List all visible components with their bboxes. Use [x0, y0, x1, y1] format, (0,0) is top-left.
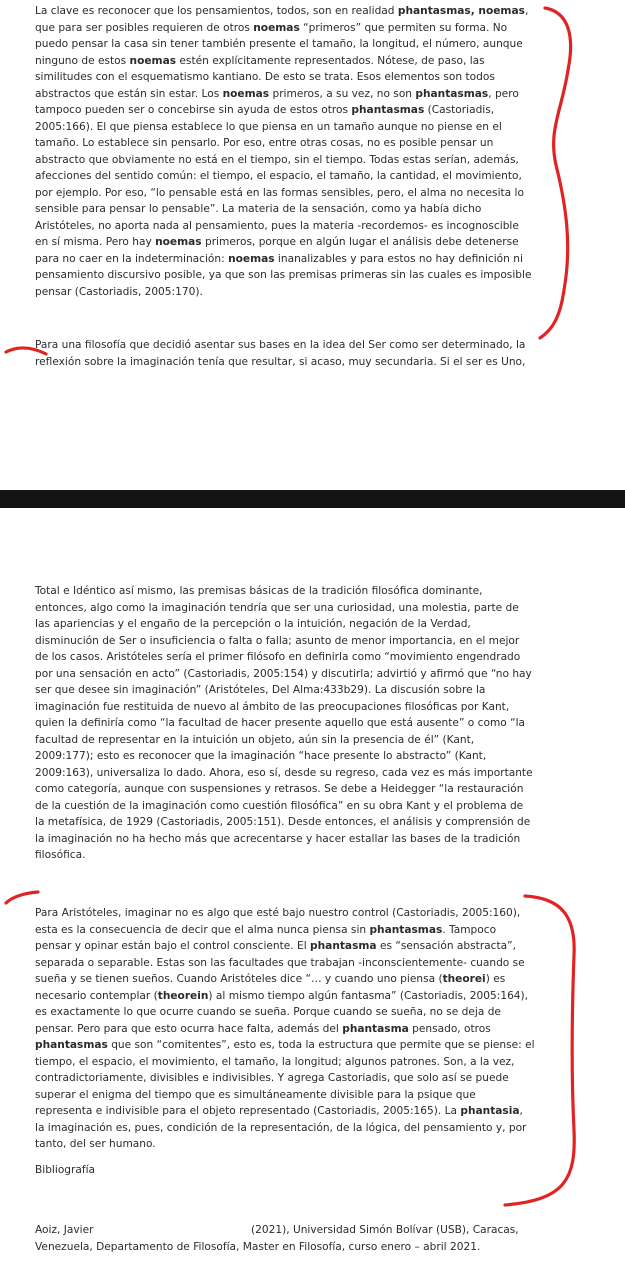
document-page-bottom	[0, 508, 625, 1261]
paragraph-imaginacion-tradicion: Total e Idéntico así mismo, las premisas básicas de la tradición filosófica dominante, entonces, algo como la imaginación tendría que ser una curiosidad, una molestia, parte de las apariencias y el engaño de la percepción o la intuición, negación de la Verdad, disminución de Ser o insuficiencia o falta o falla; asunto de menor importancia, en el mejor de los casos. Aristóteles sería el primer filósofo en definirla como “movimiento engendrado por una sensación en acto” (Castoriadis, 2005:154) y discutirla; advirtió y afirmó que “no hay ser que desee sin imaginación” (Aristóteles, Del Alma:433b29). La discusión sobre la imaginación fue restituida de nuevo al ámbito de las preocupaciones filosóficas por Kant, quien la definiría como “la facultad de hacer presente aquello que está ausente” o como “la facultad de representar en la intuición un objeto, aún sin la presencia de él” (Kant, 2009:177); esto es reconocer que la imaginación “hace presente lo abstracto” (Kant, 2009:163), universaliza lo dado. Ahora, eso sí, desde su regreso, cada vez es más importante como categoría, aunque con suspensiones y retrasos. Se debe a Heidegger “la restauración de la cuestión de la imaginación como cuestión filosófica” en su obra Kant y el problema de la metafísica, de 1929 (Castoriadis, 2005:151). Desde entonces, el análisis y comprensión de la imaginación no ha hecho más que acrecentarse y hacer estallar las bases de la tradición filosófica.	[35, 585, 533, 861]
emphasis-term: theorei	[442, 973, 486, 985]
paragraph-filosofia-ser: Para una filosofía que decidió asentar sus bases en la idea del Ser como ser determinado, la reflexión sobre la imaginación tenía que resultar, si acaso, muy secundaria. Si el ser es Uno,	[35, 339, 526, 368]
emphasis-term: noemas	[155, 236, 202, 248]
emphasis-term: phantasma	[310, 940, 377, 952]
emphasis-term: noemas	[228, 252, 275, 265]
reference-author: Aoiz, Javier	[35, 1224, 94, 1236]
emphasis-term: phantasmas, noemas	[397, 5, 525, 17]
reference-place: Venezuela, Departamento de Filosofía, Master en Filosofía, curso enero – abril 2021.	[35, 1241, 481, 1253]
document-page-top	[0, 0, 625, 490]
reference-details: (2021), Universidad Simón Bolívar (USB), Caracas,	[251, 1224, 519, 1236]
emphasis-term: phantasmas	[351, 104, 425, 116]
paragraph-aristoteles-imaginar: Para Aristóteles, imaginar no es algo que esté bajo nuestro control (Castoriadis, 2005:160), esta es la consecuencia de decir que el alma nunca piensa sin phantasmas. Tampoco pensar y opinar están bajo el control consciente. El phantasma es “sensación abstracta”, separada o separable. Estas son las facultades que trabajan -inconscientemente- cuando se sueña y se tienen sueños. Cuando Aristóteles dice “… y cuando uno piensa (theorei) es necesario contemplar (theorein) al mismo tiempo algún fantasma” (Castoriadis, 2005:164), es exactamente lo que ocurre cuando se sueña. Porque cuando se sueña, no se deja de pensar. Pero para que esto ocurra hace falta, además del phantasma pensado, otros phantasmas que son “comitentes”, esto es, toda la estructura que permite que se piense: el tiempo, el espacio, el movimiento, el tamaño, la longitud; algunos patrones. Son, a la vez, contradictoriamente, divisibles e indivisibles. Y agrega Castoriadis, que solo así se puede superar el enigma del tiempo que es simultáneamente divisible para la psique que representa e indivisible para el objeto representado (Castoriadis, 2005:165). La phantasia, la imaginación es, pues, condición de la representación, de la lógica, del pensamiento y, por tanto, del ser humano.	[35, 907, 535, 1150]
emphasis-term: noemas	[253, 21, 300, 34]
emphasis-term: theorein	[157, 989, 209, 1002]
emphasis-term: phantasia	[460, 1105, 520, 1117]
emphasis-term: phantasma	[342, 1022, 409, 1035]
page-separator	[0, 490, 625, 508]
emphasis-term: phantasmas	[35, 1039, 108, 1051]
emphasis-term: noemas	[129, 54, 177, 67]
bibliography-heading: Bibliografía	[35, 1164, 96, 1176]
paragraph-noemas: La clave es reconocer que los pensamientos, todos, son en realidad phantasmas, noemas, que para ser posibles requieren de otros noemas “primeros” que permiten su forma. No puedo pensar la casa sin tener también presente el tamaño, la longitud, el número, aunque ninguno de estos noemas estén explícitamente representados. Nótese, de paso, las similitudes con el esquematismo kantiano. De esto se trata. Esos elementos son todos abstractos que están sin estar. Los noemas primeros, a su vez, no son phantasmas, pero tampoco pueden ser o concebirse sin ayuda de estos otros phantasmas (Castoriadis, 2005:166). El que piensa establece lo que piensa en un tamaño aunque no piense en el tamaño. Lo establece sin pensarlo. Por eso, entre otras cosas, no es posible pensar un abstracto que obviamente no está en el tiempo, sin el tiempo. Todas estas serían, además, afecciones del sentido común: el tiempo, el espacio, el tamaño, la cantidad, el movimiento, por ejemplo. Por eso, “lo pensable está en las formas sensibles, pero, el alma no necesita lo sensible para pensar lo pensable”. La materia de la sensación, como ya había dicho Aristóteles, no aporta nada al pensamiento, pues la materia -recordemos- es incognoscible en sí misma. Pero hay noemas primeros, porque en algún lugar el análisis debe detenerse para no caer en la indeterminación: noemas inanalizables y para estos no hay definición ni pensamiento discursivo posible, ya que son las premisas primeras sin las cuales es imposible pensar (Castoriadis, 2005:170).	[35, 5, 532, 298]
emphasis-term: phantasmas	[369, 923, 443, 936]
emphasis-term: noemas	[222, 87, 270, 100]
emphasis-term: phantasmas	[415, 87, 489, 100]
